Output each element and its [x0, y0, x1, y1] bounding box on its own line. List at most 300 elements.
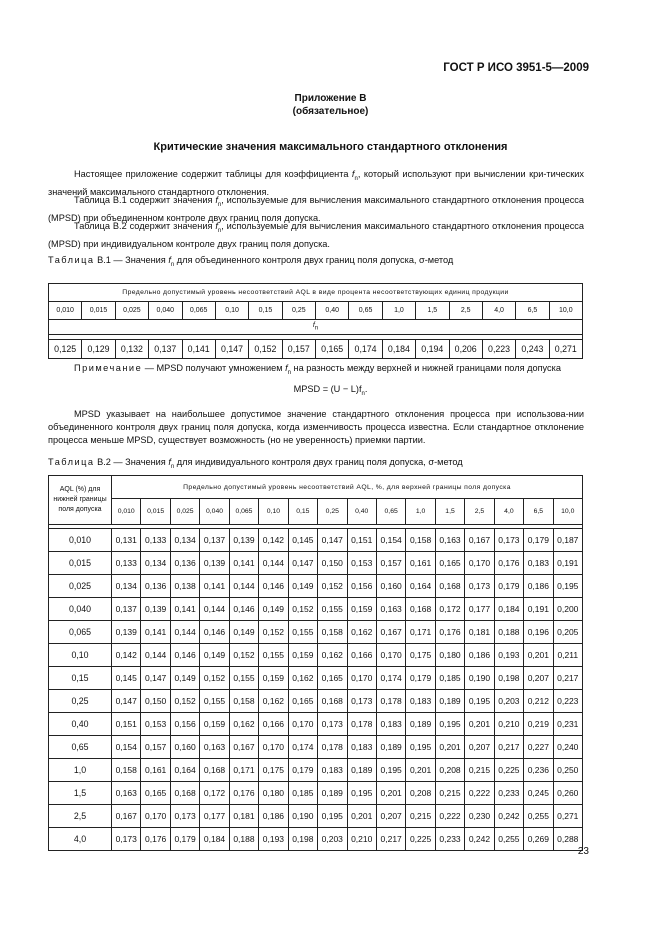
- table2-value-cell: 0,176: [435, 621, 464, 644]
- table1-values-row: [49, 340, 583, 359]
- table-row: [49, 552, 583, 575]
- table2-value-cell: 0,189: [435, 690, 464, 713]
- table2-aql-header-cell: 4,0: [494, 499, 523, 525]
- table2-value-cell: 0,153: [347, 552, 376, 575]
- note-paragraph: [48, 362, 584, 380]
- table2-value-cell: 0,142: [112, 644, 141, 667]
- table2-value-cell: 0,170: [347, 667, 376, 690]
- table2-value-cell: 0,207: [524, 667, 553, 690]
- fn-symbol: f: [168, 457, 171, 467]
- table1-caption: [48, 255, 453, 268]
- table1-value-cell: 0,223: [482, 340, 515, 359]
- table2-value-cell: 0,189: [318, 782, 347, 805]
- table2-value-cell: 0,172: [435, 598, 464, 621]
- table2-row-aql: 0,65: [49, 736, 112, 759]
- table1-value-cell: 0,137: [149, 340, 182, 359]
- table2-value-cell: 0,155: [318, 598, 347, 621]
- table2-value-cell: 0,133: [141, 529, 170, 552]
- table-b1: [48, 283, 583, 359]
- table2-value-cell: 0,233: [435, 828, 464, 851]
- table2-value-cell: 0,207: [376, 805, 405, 828]
- table2-value-cell: 0,146: [259, 575, 288, 598]
- table2-value-cell: 0,145: [288, 529, 317, 552]
- table2-value-cell: 0,174: [376, 667, 405, 690]
- table1-value-cell: 0,129: [82, 340, 115, 359]
- table2-aql-header-cell: 10,0: [553, 499, 582, 525]
- table-row: [49, 529, 583, 552]
- table2-value-cell: 0,170: [288, 713, 317, 736]
- table1-aql-cell: 6,5: [516, 302, 549, 320]
- table-row: [49, 805, 583, 828]
- intro-p2b: , используемые для вычисления максимального стандартного отклонения процесса (MPSD) при объединенном контроле двух границ поля допуска.: [48, 195, 584, 223]
- table2-value-cell: 0,186: [465, 644, 494, 667]
- page-number: 23: [577, 846, 589, 857]
- table2-corner-header: AQL (%) для нижней границы поля допуска: [49, 476, 112, 525]
- table1-aql-cell: 0,40: [316, 302, 349, 320]
- table1-value-cell: 0,165: [316, 340, 349, 359]
- table1-aql-cell: 2,5: [449, 302, 482, 320]
- table-row: [49, 644, 583, 667]
- table2-value-cell: 0,172: [200, 782, 229, 805]
- table2-value-cell: 0,146: [200, 621, 229, 644]
- table-row: [49, 713, 583, 736]
- table2-aql-header-cell: 6,5: [524, 499, 553, 525]
- table1-caption-text-b: для объединенного контроля двух границ поля допуска, σ-метод: [174, 255, 454, 265]
- table2-value-cell: 0,149: [259, 598, 288, 621]
- table2-value-cell: 0,198: [494, 667, 523, 690]
- table2-value-cell: 0,260: [553, 782, 582, 805]
- table2-value-cell: 0,173: [112, 828, 141, 851]
- intro-p1a: Настоящее приложение содержит таблицы для коэффициента: [74, 169, 352, 179]
- table2-aql-header-cell: 0,40: [347, 499, 376, 525]
- table1-value-cell: 0,206: [449, 340, 482, 359]
- note-label: Примечание: [74, 363, 143, 373]
- mpsd-paragraph-text: MPSD указывает на наибольшее допустимое значение стандартного отклонения процесса при использова-нии объединенного контроля двух границ поля допуска, когда изменчивость процесса известна. Если стандартное отклонение процесса меньше MPSD, существует возможность (но не уверенность) приемки партии.: [48, 409, 584, 445]
- table-row: [49, 598, 583, 621]
- table2-value-cell: 0,157: [141, 736, 170, 759]
- fn-subscript: n: [170, 463, 175, 470]
- fn-subscript: n: [170, 261, 175, 268]
- table2-value-cell: 0,144: [259, 552, 288, 575]
- table2-value-cell: 0,158: [229, 690, 258, 713]
- table2-value-cell: 0,212: [524, 690, 553, 713]
- table1-aql-cell: 0,25: [282, 302, 315, 320]
- table2-value-cell: 0,188: [494, 621, 523, 644]
- table2-value-cell: 0,188: [229, 828, 258, 851]
- table2-row-aql: 0,40: [49, 713, 112, 736]
- table2-value-cell: 0,240: [553, 736, 582, 759]
- table2-value-cell: 0,179: [288, 759, 317, 782]
- table2-value-cell: 0,190: [288, 805, 317, 828]
- table1-aql-cell: 0,15: [249, 302, 282, 320]
- annex-title: Приложение В: [294, 93, 367, 104]
- table2-value-cell: 0,167: [465, 529, 494, 552]
- table2-value-cell: 0,217: [553, 667, 582, 690]
- table2-value-cell: 0,146: [170, 644, 199, 667]
- table2-value-cell: 0,163: [112, 782, 141, 805]
- table2-value-cell: 0,219: [524, 713, 553, 736]
- table2-value-cell: 0,168: [435, 575, 464, 598]
- table2-value-cell: 0,210: [494, 713, 523, 736]
- fn-symbol: f: [215, 195, 218, 205]
- table2-row-aql: 2,5: [49, 805, 112, 828]
- table2-value-cell: 0,195: [435, 713, 464, 736]
- table1-value-cell: 0,132: [115, 340, 148, 359]
- table2-value-cell: 0,181: [465, 621, 494, 644]
- table2-value-cell: 0,250: [553, 759, 582, 782]
- table2-value-cell: 0,157: [376, 552, 405, 575]
- table2-value-cell: 0,225: [494, 759, 523, 782]
- table1-value-cell: 0,152: [249, 340, 282, 359]
- table2-value-cell: 0,155: [259, 644, 288, 667]
- table2-aql-header-cell: 1,5: [435, 499, 464, 525]
- table2-value-cell: 0,178: [318, 736, 347, 759]
- table2-value-cell: 0,166: [259, 713, 288, 736]
- table2-value-cell: 0,215: [406, 805, 435, 828]
- table2-value-cell: 0,175: [259, 759, 288, 782]
- table1-value-cell: 0,184: [382, 340, 415, 359]
- table1-value-cell: 0,147: [215, 340, 248, 359]
- table2-value-cell: 0,155: [288, 621, 317, 644]
- table2-value-cell: 0,162: [318, 644, 347, 667]
- table2-value-cell: 0,171: [229, 759, 258, 782]
- table2-value-cell: 0,144: [200, 598, 229, 621]
- table2-value-cell: 0,198: [288, 828, 317, 851]
- table2-row-aql: 0,040: [49, 598, 112, 621]
- table2-row-aql: 0,025: [49, 575, 112, 598]
- table2-value-cell: 0,179: [406, 667, 435, 690]
- table2-value-cell: 0,139: [141, 598, 170, 621]
- fn-symbol: f: [351, 169, 355, 179]
- table2-value-cell: 0,139: [112, 621, 141, 644]
- table2-value-cell: 0,134: [141, 552, 170, 575]
- table2-value-cell: 0,165: [318, 667, 347, 690]
- table2-value-cell: 0,139: [200, 552, 229, 575]
- table2-caption: [48, 457, 463, 470]
- table2-value-cell: 0,147: [112, 690, 141, 713]
- table2-value-cell: 0,159: [200, 713, 229, 736]
- table2-value-cell: 0,147: [318, 529, 347, 552]
- table1-caption-label: Таблица: [48, 255, 95, 265]
- table2-value-cell: 0,167: [112, 805, 141, 828]
- table2-value-cell: 0,173: [494, 529, 523, 552]
- table1-aql-cell: 0,015: [82, 302, 115, 320]
- table2-value-cell: 0,147: [141, 667, 170, 690]
- table2-value-cell: 0,134: [170, 529, 199, 552]
- table2-value-cell: 0,152: [288, 598, 317, 621]
- table2-value-cell: 0,178: [376, 690, 405, 713]
- table2-value-cell: 0,191: [553, 552, 582, 575]
- table2-value-cell: 0,195: [465, 690, 494, 713]
- intro-p3a: Таблица В.2 содержит значения: [74, 221, 216, 231]
- table2-aql-header-cell: 0,10: [259, 499, 288, 525]
- table2-value-cell: 0,186: [524, 575, 553, 598]
- table2-value-cell: 0,155: [229, 667, 258, 690]
- table2-aql-header-cell: 0,025: [170, 499, 199, 525]
- table2-value-cell: 0,161: [406, 552, 435, 575]
- table2-value-cell: 0,152: [259, 621, 288, 644]
- table2-value-cell: 0,170: [465, 552, 494, 575]
- table2-value-cell: 0,200: [553, 598, 582, 621]
- table2-row-aql: 0,010: [49, 529, 112, 552]
- intro-p3b: , используемые для вычисления максимального стандартного отклонения процесса (MPSD) при индивидуальном контроле двух границ поля допуска.: [48, 221, 584, 249]
- table2-value-cell: 0,133: [112, 552, 141, 575]
- table2-value-cell: 0,160: [170, 736, 199, 759]
- table2-value-cell: 0,203: [494, 690, 523, 713]
- table2-value-cell: 0,164: [406, 575, 435, 598]
- table2-value-cell: 0,170: [141, 805, 170, 828]
- table2-value-cell: 0,151: [347, 529, 376, 552]
- table2-value-cell: 0,175: [406, 644, 435, 667]
- table2-value-cell: 0,173: [318, 713, 347, 736]
- table2-value-cell: 0,162: [229, 713, 258, 736]
- table2-value-cell: 0,149: [288, 575, 317, 598]
- formula-text: MPSD = (U − L)f: [293, 384, 362, 394]
- table2-value-cell: 0,152: [318, 575, 347, 598]
- table2-value-cell: 0,195: [318, 805, 347, 828]
- annex-heading: [0, 92, 661, 118]
- table2-value-cell: 0,150: [318, 552, 347, 575]
- table2-value-cell: 0,160: [376, 575, 405, 598]
- table2-aql-header-cell: 0,25: [318, 499, 347, 525]
- table2-row-aql: 0,15: [49, 667, 112, 690]
- table2-value-cell: 0,205: [553, 621, 582, 644]
- table2-value-cell: 0,162: [288, 667, 317, 690]
- table2-value-cell: 0,156: [170, 713, 199, 736]
- table2-value-cell: 0,195: [347, 782, 376, 805]
- table1-aql-cell: 0,10: [215, 302, 248, 320]
- table2-caption-text-b: для индивидуального контроля двух границ поля допуска, σ-метод: [174, 457, 463, 467]
- table2-value-cell: 0,177: [200, 805, 229, 828]
- table2-aql-header-cell: 0,040: [200, 499, 229, 525]
- table2-value-cell: 0,189: [347, 759, 376, 782]
- table2-value-cell: 0,147: [288, 552, 317, 575]
- table2-value-cell: 0,230: [465, 805, 494, 828]
- table1-aql-cell: 0,065: [182, 302, 215, 320]
- table2-value-cell: 0,201: [465, 713, 494, 736]
- table2-value-cell: 0,225: [406, 828, 435, 851]
- table2-value-cell: 0,193: [259, 828, 288, 851]
- table-row: [49, 782, 583, 805]
- table2-value-cell: 0,201: [347, 805, 376, 828]
- fn-subscript: n: [361, 390, 365, 397]
- fn-symbol: f: [215, 221, 218, 231]
- table2-value-cell: 0,211: [553, 644, 582, 667]
- table2-value-cell: 0,156: [347, 575, 376, 598]
- table2-value-cell: 0,201: [524, 644, 553, 667]
- table2-aql-header-cell: 2,5: [465, 499, 494, 525]
- table-row: [49, 828, 583, 851]
- table2-value-cell: 0,159: [347, 598, 376, 621]
- table2-value-cell: 0,236: [524, 759, 553, 782]
- annex-status: (обязательное): [292, 106, 369, 117]
- table2-value-cell: 0,201: [435, 736, 464, 759]
- table2-row-aql: 0,25: [49, 690, 112, 713]
- table1-aql-cell: 1,5: [416, 302, 449, 320]
- table2-value-cell: 0,271: [553, 805, 582, 828]
- table1-aql-cell: 0,025: [115, 302, 148, 320]
- table2-value-cell: 0,180: [259, 782, 288, 805]
- table2-value-cell: 0,176: [494, 552, 523, 575]
- table2-header: Предельно допустимый уровень несоответствий AQL, %, для верхней границы поля допуска: [112, 476, 583, 499]
- table2-value-cell: 0,138: [170, 575, 199, 598]
- table2-value-cell: 0,151: [112, 713, 141, 736]
- table2-value-cell: 0,173: [170, 805, 199, 828]
- table2-value-cell: 0,227: [524, 736, 553, 759]
- table2-value-cell: 0,136: [170, 552, 199, 575]
- table2-row-aql: 0,015: [49, 552, 112, 575]
- table2-value-cell: 0,158: [406, 529, 435, 552]
- table2-value-cell: 0,242: [494, 805, 523, 828]
- table2-value-cell: 0,163: [376, 598, 405, 621]
- table2-value-cell: 0,168: [318, 690, 347, 713]
- table2-value-cell: 0,183: [406, 690, 435, 713]
- table2-value-cell: 0,137: [112, 598, 141, 621]
- table-row: [49, 575, 583, 598]
- table2-value-cell: 0,195: [406, 736, 435, 759]
- standard-code: ГОСТ Р ИСО 3951-5—2009: [443, 62, 589, 74]
- table2-value-cell: 0,163: [435, 529, 464, 552]
- table2-row-aql: 1,0: [49, 759, 112, 782]
- table2-value-cell: 0,137: [200, 529, 229, 552]
- table1-value-cell: 0,125: [49, 340, 82, 359]
- table2-value-cell: 0,161: [141, 759, 170, 782]
- table2-value-cell: 0,152: [170, 690, 199, 713]
- table2-value-cell: 0,173: [347, 690, 376, 713]
- table2-value-cell: 0,177: [465, 598, 494, 621]
- table1-value-cell: 0,194: [416, 340, 449, 359]
- table1-header: Предельно допустимый уровень несоответствий AQL в виде процента несоответствующих единиц продукции: [49, 284, 583, 302]
- table2-value-cell: 0,162: [347, 621, 376, 644]
- table2-value-cell: 0,165: [288, 690, 317, 713]
- table1-aql-cell: 4,0: [482, 302, 515, 320]
- table2-value-cell: 0,146: [229, 598, 258, 621]
- mpsd-formula: [0, 384, 661, 397]
- formula-end: .: [364, 384, 368, 394]
- table2-value-cell: 0,183: [376, 713, 405, 736]
- table2-value-cell: 0,193: [494, 644, 523, 667]
- table1-value-cell: 0,271: [549, 340, 582, 359]
- table2-value-cell: 0,195: [376, 759, 405, 782]
- table1-value-cell: 0,157: [282, 340, 315, 359]
- table2-aql-header-cell: 0,15: [288, 499, 317, 525]
- table2-value-cell: 0,180: [435, 644, 464, 667]
- table2-value-cell: 0,170: [259, 736, 288, 759]
- table1-value-cell: 0,243: [516, 340, 549, 359]
- table2-value-cell: 0,166: [347, 644, 376, 667]
- table2-value-cell: 0,222: [465, 782, 494, 805]
- table2-value-cell: 0,223: [553, 690, 582, 713]
- table2-value-cell: 0,183: [318, 759, 347, 782]
- table2-value-cell: 0,189: [376, 736, 405, 759]
- table2-value-cell: 0,179: [524, 529, 553, 552]
- fn-symbol: f: [168, 255, 171, 265]
- table2-value-cell: 0,190: [465, 667, 494, 690]
- table2-value-cell: 0,159: [259, 667, 288, 690]
- table2-value-cell: 0,184: [200, 828, 229, 851]
- table-row: [49, 759, 583, 782]
- table2-value-cell: 0,145: [112, 667, 141, 690]
- table2-value-cell: 0,179: [494, 575, 523, 598]
- table2-value-cell: 0,149: [170, 667, 199, 690]
- table2-value-cell: 0,173: [465, 575, 494, 598]
- table2-value-cell: 0,171: [406, 621, 435, 644]
- table2-value-cell: 0,187: [553, 529, 582, 552]
- table1-value-cell: 0,174: [349, 340, 382, 359]
- table2-value-cell: 0,149: [229, 621, 258, 644]
- table2-value-cell: 0,139: [229, 529, 258, 552]
- table2-aql-header-cell: 0,065: [229, 499, 258, 525]
- table2-value-cell: 0,245: [524, 782, 553, 805]
- table2-value-cell: 0,176: [229, 782, 258, 805]
- table2-value-cell: 0,201: [406, 759, 435, 782]
- table-b2: [48, 475, 583, 851]
- table2-value-cell: 0,165: [435, 552, 464, 575]
- table1-aql-cell: 10,0: [549, 302, 582, 320]
- table2-value-cell: 0,168: [170, 782, 199, 805]
- table2-value-cell: 0,167: [229, 736, 258, 759]
- table2-value-cell: 0,158: [318, 621, 347, 644]
- table2-value-cell: 0,207: [465, 736, 494, 759]
- table2-row-aql: 0,065: [49, 621, 112, 644]
- table2-value-cell: 0,183: [347, 736, 376, 759]
- table2-value-cell: 0,196: [524, 621, 553, 644]
- table2-value-cell: 0,163: [200, 736, 229, 759]
- table2-value-cell: 0,144: [141, 644, 170, 667]
- table1-value-cell: 0,141: [182, 340, 215, 359]
- table2-value-cell: 0,183: [524, 552, 553, 575]
- table2-value-cell: 0,150: [141, 690, 170, 713]
- table2-aql-header-cell: 1,0: [406, 499, 435, 525]
- table2-value-cell: 0,186: [259, 805, 288, 828]
- table2-value-cell: 0,184: [494, 598, 523, 621]
- table2-caption-text-a: В.2 — Значения: [97, 457, 169, 467]
- fn-subscript: n: [354, 175, 358, 182]
- table2-value-cell: 0,185: [435, 667, 464, 690]
- table2-value-cell: 0,164: [170, 759, 199, 782]
- table2-aql-header-cell: 0,010: [112, 499, 141, 525]
- table2-value-cell: 0,181: [229, 805, 258, 828]
- table2-row-aql: 4,0: [49, 828, 112, 851]
- table2-value-cell: 0,162: [259, 690, 288, 713]
- table2-value-cell: 0,152: [200, 667, 229, 690]
- table1-aql-cell: 0,65: [349, 302, 382, 320]
- table2-value-cell: 0,233: [494, 782, 523, 805]
- table2-value-cell: 0,185: [288, 782, 317, 805]
- table2-value-cell: 0,168: [200, 759, 229, 782]
- table2-row-aql: 1,5: [49, 782, 112, 805]
- table2-value-cell: 0,142: [259, 529, 288, 552]
- table2-value-cell: 0,154: [112, 736, 141, 759]
- table2-value-cell: 0,167: [376, 621, 405, 644]
- table2-value-cell: 0,141: [141, 621, 170, 644]
- table2-value-cell: 0,149: [200, 644, 229, 667]
- fn-symbol: f: [312, 322, 315, 330]
- main-title: Критические значения максимального стандартного отклонения: [153, 141, 508, 153]
- table2-value-cell: 0,179: [170, 828, 199, 851]
- note-text-b: на разность между верхней и нижней границами поля допуска: [291, 363, 561, 373]
- table2-value-cell: 0,215: [435, 782, 464, 805]
- table2-value-cell: 0,131: [112, 529, 141, 552]
- table2-value-cell: 0,141: [229, 552, 258, 575]
- table2-value-cell: 0,208: [406, 782, 435, 805]
- intro-paragraph-3: [48, 220, 584, 251]
- table2-aql-header-cell: 0,65: [376, 499, 405, 525]
- fn-subscript: n: [217, 227, 222, 234]
- fn-subscript: n: [314, 325, 319, 332]
- table2-value-cell: 0,136: [141, 575, 170, 598]
- table2-value-cell: 0,152: [229, 644, 258, 667]
